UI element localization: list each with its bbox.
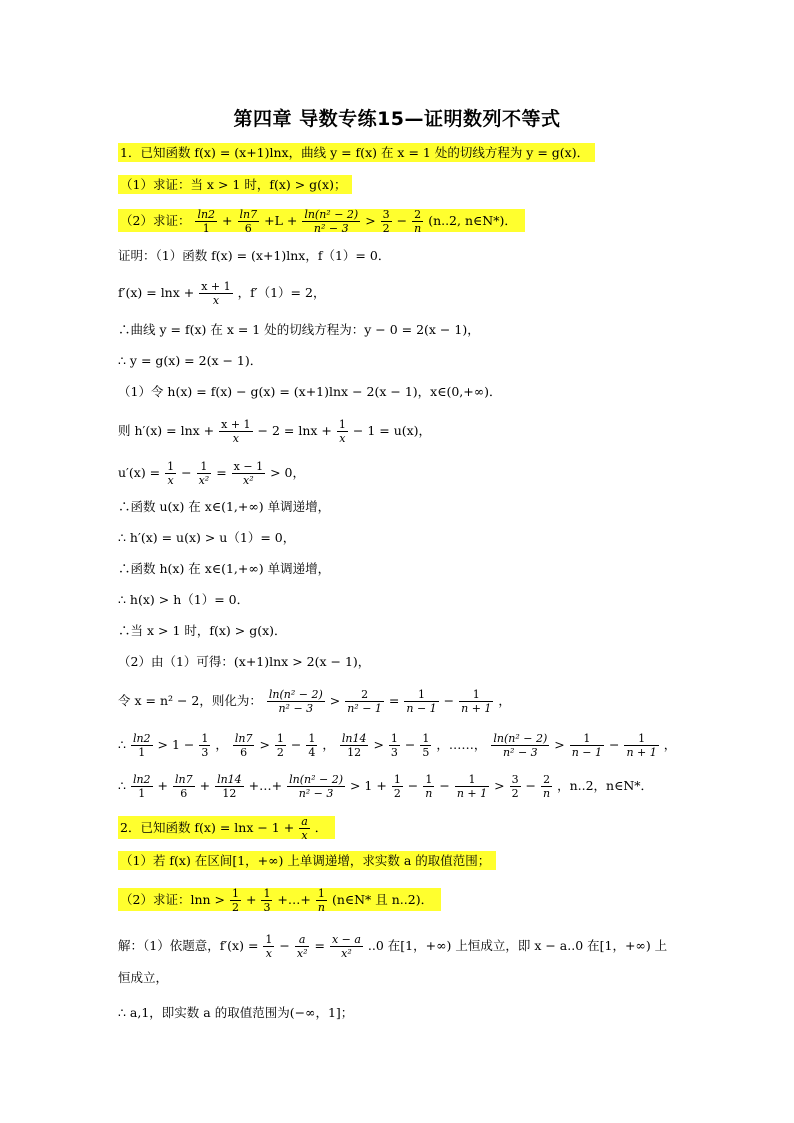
- fraction-denominator: 2: [231, 901, 239, 914]
- proof-line: ∴ h(x) > h（1）= 0．: [118, 592, 250, 607]
- solution-line: [118, 933, 667, 960]
- fraction: [455, 773, 489, 800]
- math-text: ，: [322, 737, 335, 752]
- fraction-denominator: x²: [296, 947, 308, 960]
- fraction-numerator: 1: [263, 887, 271, 900]
- fraction-numerator: 1: [338, 418, 346, 431]
- math-text: ，: [663, 737, 677, 752]
- math-text: ..0 在[1，+∞) 上恒成立，即 x − a..0 在[1，+∞) 上: [367, 938, 668, 953]
- math-text: > 1 −: [157, 737, 195, 752]
- fraction-denominator: x: [265, 947, 273, 960]
- fraction-denominator: 3: [201, 746, 209, 759]
- fraction-denominator: n: [414, 222, 422, 235]
- fraction-denominator: 12: [347, 746, 362, 759]
- fraction: [131, 773, 153, 800]
- math-text: − 2 = lnx +: [257, 423, 332, 438]
- fraction-denominator: 1: [138, 746, 146, 759]
- proof-line: ∴ h′(x) = u(x) > u（1）= 0，: [118, 530, 296, 545]
- fraction: [263, 933, 274, 960]
- fraction: [238, 208, 260, 235]
- math-text: > 0，: [270, 465, 305, 480]
- fraction-numerator: 2: [412, 208, 423, 222]
- math-text: −: [290, 737, 302, 752]
- math-text: +: [222, 213, 233, 228]
- math-text: ．: [314, 820, 328, 835]
- fraction: [232, 460, 265, 487]
- fraction-numerator: ln(n² − 2): [289, 773, 343, 786]
- fraction-numerator: ln(n² − 2): [268, 688, 323, 701]
- fraction: [199, 280, 232, 307]
- fraction-numerator: 3: [511, 773, 519, 786]
- fraction-numerator: 3: [382, 208, 390, 221]
- fraction: [275, 732, 286, 759]
- math-text: −: [279, 938, 290, 953]
- fraction-numerator: x + 1: [201, 280, 231, 293]
- fraction-denominator: x: [232, 432, 239, 445]
- math-text: f′(x) = lnx +: [118, 285, 195, 300]
- fraction-numerator: 1: [455, 773, 489, 787]
- fraction-denominator: 6: [244, 222, 252, 235]
- fraction-numerator: 1: [167, 460, 175, 473]
- proof-line: ∴ y = g(x) = 2(x − 1)．: [118, 353, 263, 368]
- fraction: [165, 460, 176, 487]
- fraction: [392, 773, 403, 800]
- fraction: [541, 773, 552, 800]
- fraction-denominator: 6: [180, 787, 188, 800]
- math-text: ，……，: [436, 737, 487, 752]
- fraction-numerator: 1: [570, 732, 604, 746]
- fraction-denominator: n² − 1: [347, 702, 382, 715]
- fraction: [423, 773, 434, 800]
- math-text: ∴: [118, 778, 126, 793]
- math-text: >: [373, 737, 384, 752]
- fraction-denominator: n² − 3: [313, 222, 349, 235]
- problem2-stem: [118, 815, 335, 842]
- fraction-denominator: x: [301, 829, 308, 842]
- math-text: (n..2, n∈N*)．: [428, 213, 517, 228]
- fraction-numerator: ln(n² − 2): [304, 208, 359, 221]
- solution-line: ∴ a,1，即实数 a 的取值范围为(−∞，1]；: [118, 1005, 354, 1020]
- math-text: ，: [498, 693, 511, 708]
- proof-line: ∴函数 h(x) 在 x∈(1,+∞) 单调递增，: [118, 561, 331, 576]
- proof-line: （2）由（1）可得：(x+1)lnx > 2(x − 1)，: [118, 654, 371, 669]
- fraction-numerator: 1: [231, 887, 239, 900]
- fraction-denominator: n² − 3: [298, 787, 334, 800]
- math-text: +: [199, 778, 211, 793]
- fraction-numerator: 1: [390, 732, 398, 745]
- proof-line: 证明：（1）函数 f(x) = (x+1)lnx，f（1）= 0．: [118, 248, 391, 263]
- math-text: −: [396, 213, 408, 228]
- proof-line: [118, 773, 653, 800]
- fraction-denominator: x: [167, 474, 174, 487]
- fraction-denominator: n: [425, 787, 433, 800]
- fraction-denominator: 1: [138, 787, 146, 800]
- fraction: [420, 732, 431, 759]
- fraction-numerator: ln14: [341, 732, 367, 745]
- math-text: −: [404, 737, 416, 752]
- problem1-stem: 1．已知函数 f(x) = (x+1)lnx，曲线 y = f(x) 在 x = 1 处的切线方程为 y = g(x)．: [118, 143, 595, 163]
- fraction-numerator: 1: [316, 887, 327, 901]
- fraction: [302, 208, 360, 235]
- fraction-denominator: x: [339, 432, 346, 445]
- math-text: +: [157, 778, 169, 793]
- fraction-numerator: 1: [404, 688, 438, 702]
- fraction: [510, 773, 521, 800]
- fraction-numerator: ln7: [234, 732, 253, 745]
- math-text: −: [525, 778, 537, 793]
- fraction-denominator: x²: [341, 947, 352, 960]
- fraction-denominator: n − 1: [571, 746, 602, 759]
- fraction-denominator: x²: [198, 474, 210, 487]
- fraction-numerator: 1: [422, 732, 430, 745]
- proof-line: [118, 460, 305, 487]
- fraction-numerator: 1: [201, 732, 209, 745]
- fraction-denominator: 2: [382, 222, 390, 235]
- fraction: [267, 688, 325, 715]
- fraction: [199, 732, 210, 759]
- fraction: [337, 418, 348, 445]
- math-text: ，: [215, 737, 228, 752]
- fraction-denominator: 2: [276, 746, 284, 759]
- proof-line: [118, 688, 511, 715]
- fraction: [381, 208, 392, 235]
- math-text: − 1 = u(x)，: [352, 423, 432, 438]
- fraction-denominator: n: [543, 787, 551, 800]
- fraction-denominator: 1: [202, 222, 210, 235]
- math-text: 2．已知函数 f(x) = lnx − 1 +: [120, 820, 295, 835]
- fraction-denominator: n + 1: [626, 746, 657, 759]
- math-text: −: [439, 778, 450, 793]
- math-text: =: [314, 938, 325, 953]
- fraction: [230, 887, 241, 914]
- proof-line: [118, 280, 325, 307]
- fraction: [219, 418, 252, 445]
- proof-line: [118, 418, 431, 445]
- math-text: u′(x) =: [118, 465, 161, 480]
- fraction: [389, 732, 400, 759]
- fraction-numerator: ln7: [175, 773, 193, 786]
- fraction: [570, 732, 604, 759]
- math-text: +: [245, 892, 257, 907]
- math-text: >: [329, 693, 341, 708]
- fraction-denominator: x²: [243, 474, 254, 487]
- math-text: =: [388, 693, 400, 708]
- fraction-numerator: 1: [197, 460, 212, 474]
- fraction: [173, 773, 195, 800]
- fraction-numerator: a: [301, 815, 308, 828]
- fraction-numerator: ln7: [239, 208, 258, 221]
- math-text: ∴: [118, 737, 126, 752]
- math-text: 解：（1）依题意，f′(x) =: [118, 938, 259, 953]
- fraction-numerator: ln14: [217, 773, 242, 786]
- fraction-denominator: 2: [393, 787, 401, 800]
- problem1-part2: （2）求证： $\frac{\ln 2}{1}$ + $\frac{\ln 7}{6}$ +L + $\frac{\text{ln(n² − 2)}}{\text{n² − 3}}$ > $\frac{3}{2}$ − $\frac{2}{n}$ (n..2, n∈N*)．: [118, 208, 525, 235]
- fraction: [215, 773, 244, 800]
- fraction-denominator: 12: [222, 787, 237, 800]
- math-text: −: [443, 693, 455, 708]
- math-text: +…+: [248, 778, 283, 793]
- fraction: [491, 732, 549, 759]
- fraction-denominator: n + 1: [456, 787, 488, 800]
- math-text: −: [608, 737, 620, 752]
- fraction: [195, 208, 217, 235]
- fraction-denominator: 3: [390, 746, 398, 759]
- fraction-numerator: ln2: [132, 732, 151, 745]
- fraction-numerator: ln2: [132, 773, 151, 786]
- math-text: +…+: [277, 892, 311, 907]
- fraction: [306, 732, 317, 759]
- fraction-denominator: x: [212, 294, 220, 307]
- problem1-part1: （1）求证：当 x > 1 时，f(x) > g(x)；: [118, 175, 352, 195]
- proof-line: [118, 732, 676, 759]
- fraction: [261, 887, 272, 914]
- fraction-numerator: 2: [541, 773, 552, 787]
- fraction: [131, 732, 153, 759]
- fraction: [233, 732, 255, 759]
- fraction-numerator: x + 1: [221, 418, 251, 431]
- fraction: [624, 732, 658, 759]
- math-text: 则 h′(x) = lnx +: [118, 423, 215, 438]
- fraction-numerator: ln2: [197, 208, 216, 221]
- fraction-numerator: a: [295, 933, 310, 947]
- fraction-numerator: 1: [276, 732, 284, 745]
- math-text: >: [494, 778, 505, 793]
- math-text: −: [181, 465, 192, 480]
- fraction-denominator: 4: [308, 746, 316, 759]
- fraction-numerator: 1: [423, 773, 434, 787]
- math-text: >: [554, 737, 565, 752]
- fraction: [345, 688, 384, 715]
- proof-line: （1）令 h(x) = f(x) − g(x) = (x+1)lnx − 2(x − 1)，x∈(0,+∞)．: [118, 384, 502, 399]
- problem2-part1: （1）若 f(x) 在区间[1，+∞) 上单调递增，求实数 a 的取值范围；: [118, 851, 496, 871]
- fraction-numerator: 1: [265, 933, 273, 946]
- math-text: > 1 +: [349, 778, 387, 793]
- fraction: [459, 688, 493, 715]
- fraction-denominator: 5: [422, 746, 430, 759]
- proof-line: ∴当 x > 1 时，f(x) > g(x)．: [118, 623, 287, 638]
- fraction-denominator: n: [317, 901, 325, 914]
- fraction-denominator: n + 1: [461, 702, 492, 715]
- page-title: 第四章 导数专练15—证明数列不等式: [233, 108, 561, 130]
- fraction: [295, 933, 310, 960]
- fraction-denominator: 2: [511, 787, 519, 800]
- fraction-denominator: n² − 3: [502, 746, 538, 759]
- fraction: [197, 460, 212, 487]
- fraction-numerator: ln(n² − 2): [493, 732, 548, 745]
- math-text: 令 x = n² − 2，则化为：: [118, 693, 262, 708]
- fraction-numerator: 1: [459, 688, 493, 702]
- fraction-numerator: x − a: [331, 933, 361, 946]
- math-text: （2）求证：lnn >: [120, 892, 225, 907]
- fraction-numerator: 2: [345, 688, 384, 702]
- fraction-numerator: 1: [308, 732, 316, 745]
- fraction: [316, 887, 327, 914]
- fraction-denominator: 6: [240, 746, 248, 759]
- fraction-denominator: n² − 3: [278, 702, 314, 715]
- math-text: +L +: [264, 213, 298, 228]
- fraction: [299, 815, 310, 842]
- math-text: >: [259, 737, 270, 752]
- fraction-numerator: 1: [624, 732, 658, 746]
- math-text: ，n..2，n∈N*．: [557, 778, 654, 793]
- fraction: [412, 208, 423, 235]
- fraction: [404, 688, 438, 715]
- fraction: [287, 773, 345, 800]
- fraction: [330, 933, 363, 960]
- math-text: ，f′（1）= 2，: [237, 285, 326, 300]
- math-text: (n∈N* 且 n..2)．: [331, 892, 434, 907]
- proof-line: ∴曲线 y = f(x) 在 x = 1 处的切线方程为：y − 0 = 2(x − 1)，: [118, 322, 480, 337]
- math-text: =: [216, 465, 227, 480]
- fraction-numerator: x − 1: [233, 460, 264, 473]
- fraction-numerator: 1: [393, 773, 401, 786]
- math-text: −: [407, 778, 419, 793]
- proof-line: ∴函数 u(x) 在 x∈(1,+∞) 单调递增，: [118, 499, 331, 514]
- solution-line: 恒成立，: [118, 970, 169, 985]
- fraction: [340, 732, 369, 759]
- math-text: >: [365, 213, 376, 228]
- fraction-denominator: 3: [263, 901, 271, 914]
- fraction-denominator: n − 1: [406, 702, 437, 715]
- problem2-part2: [118, 887, 441, 914]
